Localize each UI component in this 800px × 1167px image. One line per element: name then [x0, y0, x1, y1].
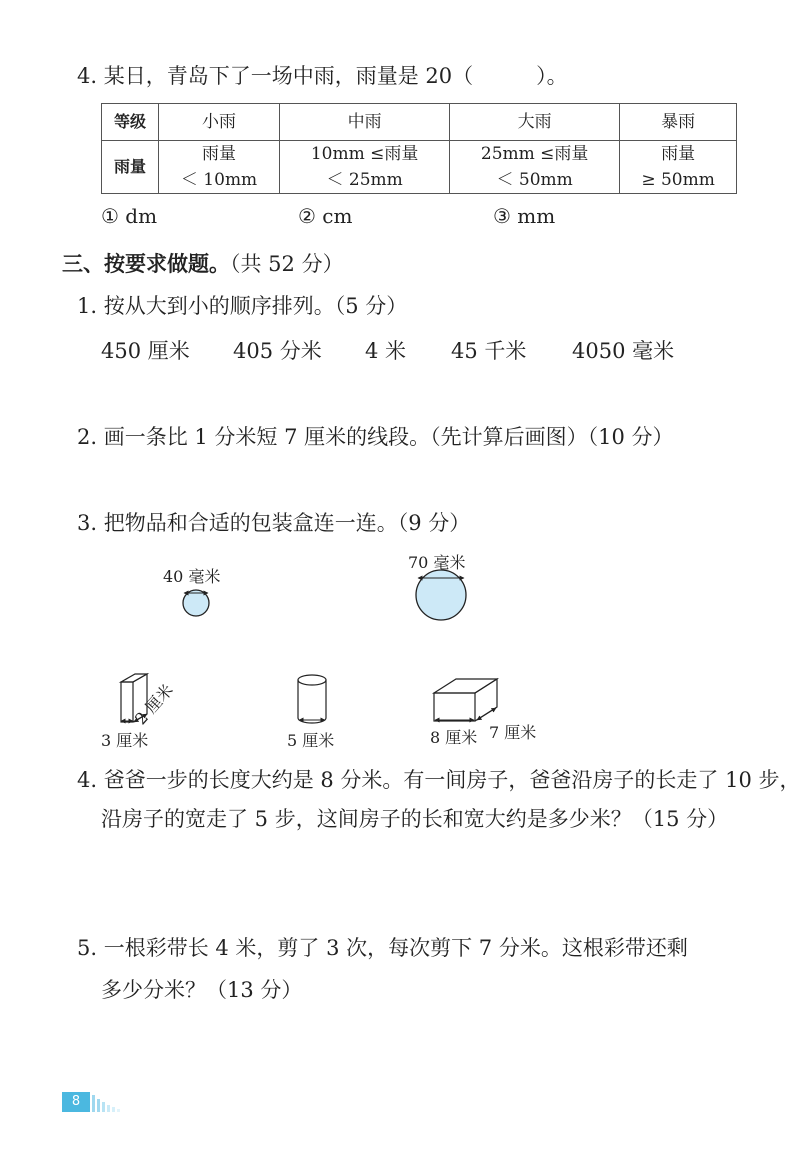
table-header-level: 等级 [102, 104, 159, 141]
cylinder-box [298, 675, 326, 723]
amount-line: ≥ 50mm [641, 170, 715, 190]
box-wide [434, 679, 497, 721]
box-tall-width-label: 3 厘米 [101, 731, 149, 750]
page-number: 8 [62, 1092, 90, 1112]
amount-line: ＜ 10mm [180, 170, 258, 190]
amount-line: 雨量 [202, 144, 237, 164]
length-item: 4050 毫米 [572, 339, 675, 363]
length-item: 405 分米 [233, 339, 322, 363]
question-5-line-2: 多少分米？（13 分） [101, 978, 303, 1002]
amount-line: 25mm ≤雨量 [480, 144, 589, 164]
question-4-line-2: 沿房子的宽走了 5 步，这间房子的长和宽大约是多少米？（15 分） [101, 807, 729, 831]
question-4-rain-prompt: 4. 某日，青岛下了一场中雨，雨量是 20（ ）。 [77, 64, 568, 88]
question-3-prompt: 3. 把物品和合适的包装盒连一连。（9 分） [77, 511, 471, 535]
amount-line: ＜ 50mm [496, 170, 573, 190]
option-3[interactable]: ③ mm [493, 204, 556, 228]
box-wide-length-label: 8 厘米 [430, 728, 478, 747]
length-item: 45 千米 [451, 339, 527, 363]
amount-line: 10mm ≤雨量 [310, 144, 419, 164]
box-tall-depth-label: 2 厘米 [131, 680, 177, 729]
small-ball-label: 40 毫米 [163, 567, 221, 586]
bars-decoration-icon [92, 1093, 124, 1112]
cylinder-label: 5 厘米 [287, 731, 335, 750]
table-cell-level: 暴雨 [620, 104, 737, 141]
table-header-amount: 雨量 [102, 141, 159, 194]
amount-line: ＜ 25mm [326, 170, 403, 190]
option-1[interactable]: ① dm [101, 204, 158, 228]
table-cell-level: 大雨 [450, 104, 620, 141]
small-ball [183, 590, 209, 616]
question-2-prompt: 2. 画一条比 1 分米短 7 厘米的线段。（先计算后画图）（10 分） [77, 425, 674, 449]
table-cell-level: 小雨 [159, 104, 280, 141]
length-item: 4 米 [365, 339, 407, 363]
question-1-prompt: 1. 按从大到小的顺序排列。（5 分） [77, 294, 408, 318]
question-5-line-1: 5. 一根彩带长 4 米，剪了 3 次，每次剪下 7 分米。这根彩带还剩 [77, 936, 688, 960]
amount-line: 雨量 [661, 144, 696, 164]
question-4-line-1: 4. 爸爸一步的长度大约是 8 分米。有一间房子，爸爸沿房子的长走了 10 步， [77, 768, 800, 792]
option-2[interactable]: ② cm [298, 204, 353, 228]
table-cell-level: 中雨 [280, 104, 450, 141]
box-wide-depth-label: 7 厘米 [489, 723, 537, 742]
length-item: 450 厘米 [101, 339, 190, 363]
box-wide-depth-dimension [477, 708, 496, 720]
section-3-score: （共 52 分） [230, 252, 344, 276]
large-ball-label: 70 毫米 [408, 553, 466, 572]
section-3-title: 三、按要求做题。 [62, 252, 230, 276]
